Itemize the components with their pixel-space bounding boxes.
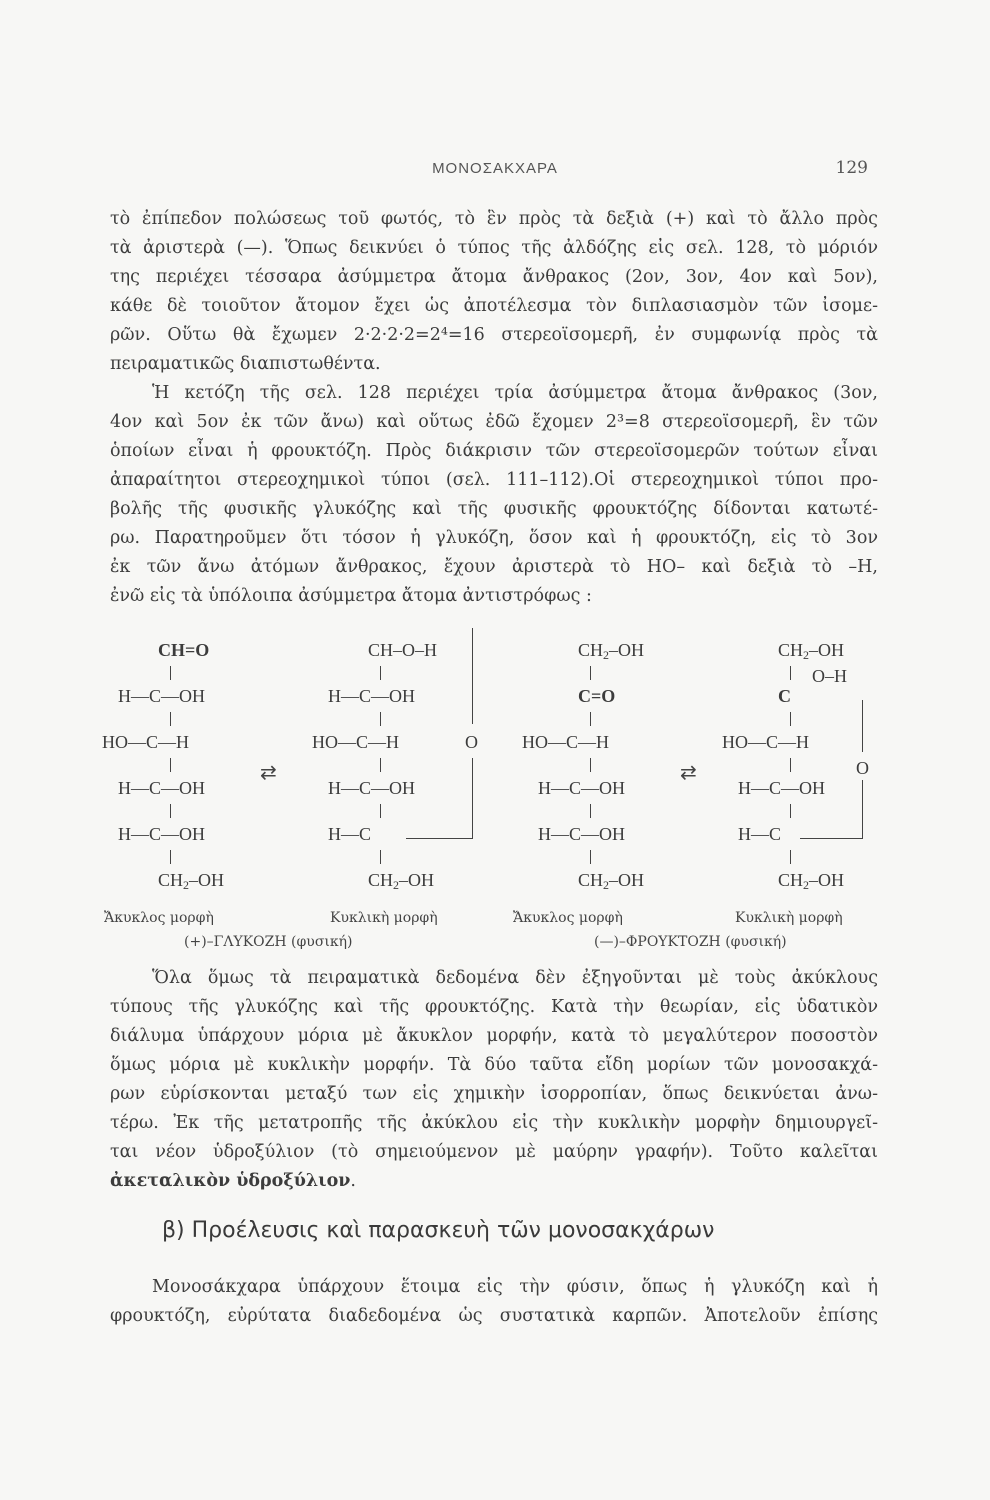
formula-part: CH — [368, 870, 394, 890]
ring-oxygen: O — [465, 732, 478, 752]
bond-line — [590, 666, 591, 680]
text-line: ἀπαραίτητοι στερεοχημικοὶ τύποι (σελ. 111–112).Οἱ στερεοχημικοὶ τύποι προ- — [110, 470, 878, 490]
formula-part: –OH — [809, 640, 845, 660]
bond-line — [590, 804, 591, 818]
bond-line — [790, 712, 791, 726]
formula-part: –OH — [809, 870, 845, 890]
formula-part: –OH — [609, 870, 645, 890]
formula-part: CH — [778, 870, 804, 890]
ring-bond — [406, 838, 473, 839]
equilibrium-arrows-right: ⇄ — [680, 762, 697, 784]
subscript: 2 — [803, 878, 810, 892]
formula-line: H—C—OH — [538, 824, 626, 844]
formula-line: H—C—OH — [118, 686, 206, 706]
bond-line — [380, 712, 381, 726]
formula-part: –OH — [189, 870, 225, 890]
running-header: ΜΟΝΟΣΑΚΧΑΡΑ — [432, 160, 558, 177]
formula-line: HO—C—H — [312, 732, 400, 752]
formula-line: H—C—OH — [538, 778, 626, 798]
formula-line: H—C—OH — [328, 778, 416, 798]
ring-bond — [862, 700, 863, 752]
caption-glucose-cyclic: Κυκλικὴ μορφὴ — [330, 910, 438, 926]
equilibrium-arrows-left: ⇄ — [260, 762, 277, 784]
formula-line — [778, 640, 844, 663]
ring-bond — [472, 758, 473, 838]
caption-fructose-name: (—)–ΦΡΟΥΚΤΟΖΗ (φυσική) — [594, 934, 787, 950]
bond-line — [170, 804, 171, 818]
formula-line — [778, 870, 844, 893]
formula-line: CH=O — [158, 640, 210, 660]
text-line: πειραματικῶς διαπιστωθέντα. — [110, 354, 381, 374]
subscript: 2 — [603, 878, 610, 892]
caption-fructose-cyclic: Κυκλικὴ μορφὴ — [735, 910, 843, 926]
text-fragment: . — [350, 1171, 356, 1191]
text-line: ται νέον ὑδροξύλιον (τὸ σημειούμενον μὲ μαύρην γραφήν). Τοῦτο καλεῖται — [110, 1142, 878, 1162]
formula-line: HO—C—H — [522, 732, 610, 752]
bond-line — [170, 850, 171, 864]
bond-line — [380, 758, 381, 772]
text-line: ρων εὑρίσκονται μεταξύ των εἰς χημικὴν ἰσορροπίαν, ὅπως δεικνύεται ἀνω- — [110, 1084, 878, 1104]
formula-part: CH — [578, 640, 604, 660]
text-line: φρουκτόζη, εὐρύτατα διαδεδομένα ὡς συστατικὰ καρπῶν. Ἀποτελοῦν ἐπίσης — [110, 1306, 878, 1326]
bond-line — [790, 666, 791, 680]
bond-line — [380, 850, 381, 864]
text-line: ρῶν. Οὕτω θὰ ἔχωμεν 2·2·2·2=2⁴=16 στερεοϊσομερῆ, ἐν συμφωνίᾳ πρὸς τὰ — [110, 325, 878, 345]
text-line: ἐνῶ εἰς τὰ ὑπόλοιπα ἀσύμμετρα ἄτομα ἀντιστρόφως : — [110, 586, 592, 606]
formula-line: C=O — [578, 686, 616, 706]
text-line: τέρω. Ἐκ τῆς μετατροπῆς τῆς ἀκύκλου εἰς τὴν κυκλικὴν μορφὴν δημιουργεῖ- — [110, 1113, 878, 1133]
formula-line: HO—C—H — [722, 732, 810, 752]
formula-line — [368, 870, 434, 893]
text-line: ἐκ τῶν ἄνω ἀτόμων ἄνθρακος, ἔχουν ἀριστερὰ τὸ ΗΟ– καὶ δεξιὰ τὸ –Η, — [110, 557, 878, 577]
bold-term: ἀκεταλικὸν ὑδροξύλιον — [110, 1171, 351, 1191]
bond-line — [590, 758, 591, 772]
formula-line: H—C—OH — [118, 824, 206, 844]
bond-line — [170, 758, 171, 772]
text-line: της περιέχει τέσσαρα ἀσύμμετρα ἄτομα ἄνθρακος (2ον, 3ον, 4ον καὶ 5ον), — [110, 267, 878, 287]
subscript: 2 — [803, 648, 810, 662]
glucose-open-formula — [100, 640, 280, 900]
formula-part: –OH — [399, 870, 435, 890]
caption-glucose-name: (+)–ΓΛΥΚΟΖΗ (φυσική) — [184, 934, 353, 950]
formula-part: –OH — [609, 640, 645, 660]
text-line: Μονοσάκχαρα ὑπάρχουν ἕτοιμα εἰς τὴν φύσιν, ὅπως ἡ γλυκόζη καὶ ἡ — [152, 1277, 878, 1297]
section-subheading: β) Προέλευσις καὶ παρασκευὴ τῶν μονοσακχάρων — [162, 1218, 715, 1243]
ring-bond — [472, 628, 473, 724]
formula-line: H—C — [738, 824, 782, 844]
subscript: 2 — [393, 878, 400, 892]
text-line — [110, 1167, 878, 1196]
text-line: ὁποίων εἶναι ἡ φρουκτόζη. Πρὸς διάκρισιν τῶν στερεοϊσομερῶν τούτων εἶναι — [110, 441, 878, 461]
formula-line — [578, 640, 644, 663]
bond-line — [590, 712, 591, 726]
bond-line — [790, 758, 791, 772]
formula-line — [578, 870, 644, 893]
text-line: βολῆς τῆς φυσικῆς γλυκόζης καὶ τῆς φυσικῆς φρουκτόζης δίδονται κατωτέ- — [110, 499, 878, 519]
formula-line: HO—C—H — [102, 732, 190, 752]
bond-line — [590, 850, 591, 864]
bond-line — [380, 666, 381, 680]
text-line: ὅμως μόρια μὲ κυκλικὴν μορφήν. Τὰ δύο ταῦτα εἴδη μορίων τῶν μονοσακχά- — [110, 1055, 878, 1075]
formula-part: CH — [158, 870, 184, 890]
formula-line: O–H — [812, 666, 847, 686]
text-line: τύπους τῆς γλυκόζης καὶ τῆς φρουκτόζης. Κατὰ τὴν θεωρίαν, εἰς ὑδατικὸν — [110, 997, 878, 1017]
formula-line: CH–O–H — [368, 640, 438, 660]
text-line: τὰ ἀριστερὰ (—). Ὅπως δεικνύει ὁ τύπος τῆς ἀλδόζης εἰς σελ. 128, τὸ μόριόν — [110, 238, 878, 258]
bond-line — [790, 850, 791, 864]
formula-line: H—C—OH — [738, 778, 826, 798]
subscript: 2 — [183, 878, 190, 892]
formula-part: CH — [578, 870, 604, 890]
bond-line — [170, 666, 171, 680]
bond-line — [170, 712, 171, 726]
formula-line — [158, 870, 224, 893]
fructose-open-formula — [520, 640, 700, 900]
text-line: ρω. Παρατηροῦμεν ὅτι τόσον ἡ γλυκόζη, ὅσον καὶ ἡ φρουκτόζη, εἰς τὸ 3ον — [110, 528, 878, 548]
text-line: κάθε δὲ τοιοῦτον ἄτομον ἔχει ὡς ἀποτέλεσμα τὸν διπλασιασμὸν τῶν ἰσομε- — [110, 296, 878, 316]
fructose-cyclic-formula — [720, 640, 890, 900]
bond-line — [380, 804, 381, 818]
text-line: Ὅλα ὅμως τὰ πειραματικὰ δεδομένα δὲν ἐξηγοῦνται μὲ τοὺς ἀκύκλους — [152, 968, 878, 988]
text-line: διάλυμα ὑπάρχουν μόρια μὲ ἄκυκλον μορφήν, κατὰ τὸ μεγαλύτερον ποσοστὸν — [110, 1026, 878, 1046]
glucose-cyclic-formula — [310, 640, 500, 900]
text-line: 4ον καὶ 5ον ἐκ τῶν ἄνω) καὶ οὕτως ἐδῶ ἔχομεν 2³=8 στερεοϊσομερῆ, ἓν τῶν — [110, 412, 878, 432]
ring-bond — [862, 780, 863, 838]
formula-part: CH — [778, 640, 804, 660]
formula-line: H—C—OH — [118, 778, 206, 798]
caption-glucose-open: Ἄκυκλος μορφὴ — [104, 910, 214, 926]
formula-line: H—C — [328, 824, 372, 844]
formula-line: C — [778, 686, 791, 706]
page-number: 129 — [835, 158, 868, 178]
text-line: τὸ ἐπίπεδον πολώσεως τοῦ φωτός, τὸ ἓν πρὸς τὰ δεξιὰ (+) καὶ τὸ ἄλλο πρὸς — [110, 209, 878, 229]
formula-line: H—C—OH — [328, 686, 416, 706]
bond-line — [790, 804, 791, 818]
ring-oxygen: O — [856, 758, 869, 778]
text-line: Ἡ κετόζη τῆς σελ. 128 περιέχει τρία ἀσύμμετρα ἄτομα ἄνθρακος (3ον, — [152, 383, 878, 403]
subscript: 2 — [603, 648, 610, 662]
caption-fructose-open: Ἄκυκλος μορφὴ — [513, 910, 623, 926]
ring-bond — [800, 838, 863, 839]
